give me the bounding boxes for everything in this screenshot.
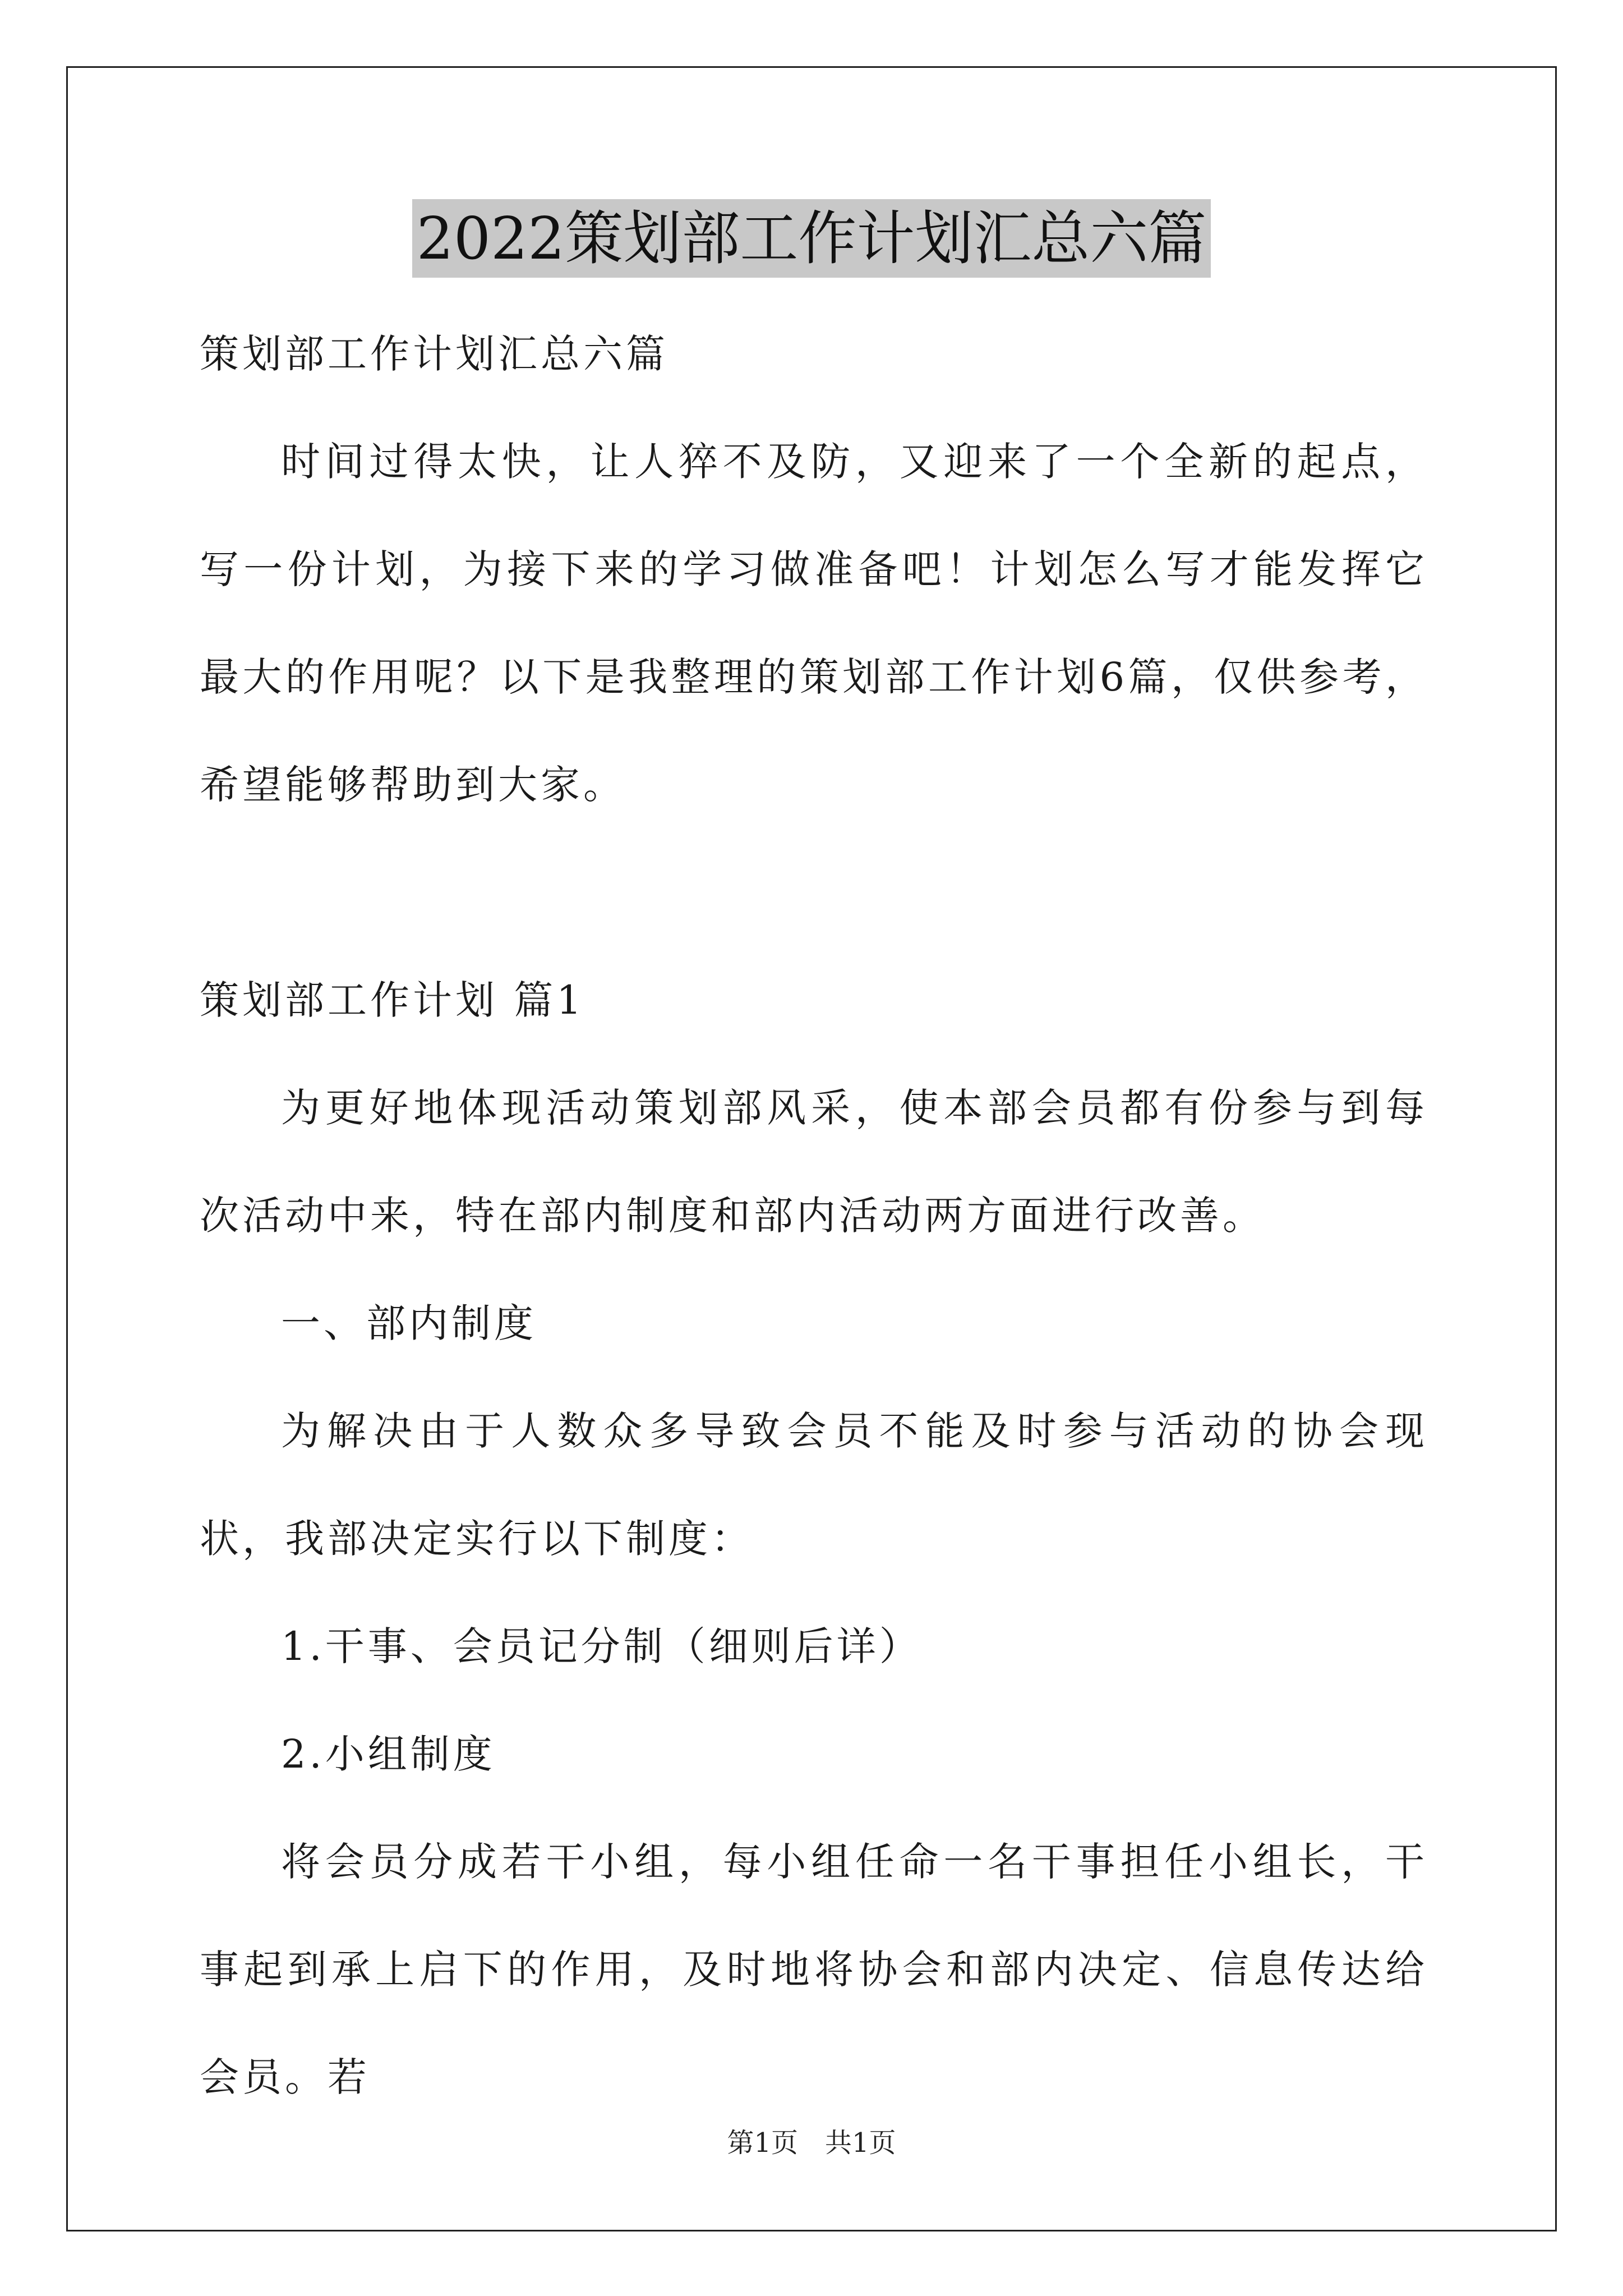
document-body xyxy=(200,300,1428,2131)
intro-paragraph: 时间过得太快，让人猝不及防，又迎来了一个全新的起点，写一份计划，为接下来的学习做准备吧！计划怎么写才能发挥它最大的作用呢？以下是我整理的策划部工作计划6篇，仅供参考，希望能够帮助到大家。 xyxy=(200,439,1428,808)
subtitle-paragraph: 策划部工作计划汇总六篇 xyxy=(200,331,668,377)
page-number-total: 共1页 xyxy=(825,2127,896,2159)
title-container xyxy=(0,199,1623,278)
list-item: 2.小组制度 xyxy=(281,1731,496,1777)
list-item: 1.干事、会员记分制（细则后详） xyxy=(281,1623,922,1669)
document-title: 2022策划部工作计划汇总六篇 xyxy=(412,199,1211,278)
section-heading: 策划部工作计划 篇1 xyxy=(200,977,585,1023)
body-paragraph: 为更好地体现活动策划部风采，使本部会员都有份参与到每次活动中来，特在部内制度和部内活动两方面进行改善。 xyxy=(200,1085,1428,1239)
page-footer xyxy=(0,2126,1623,2160)
page-number-current: 第1页 xyxy=(727,2127,798,2159)
body-paragraph: 将会员分成若干小组，每小组任命一名干事担任小组长，干事起到承上启下的作用，及时地将协会和部内决定、信息传达给会员。若 xyxy=(200,1839,1428,2100)
subsection-heading: 一、部内制度 xyxy=(281,1300,537,1346)
body-paragraph: 为解决由于人数众多导致会员不能及时参与活动的协会现状，我部决定实行以下制度： xyxy=(200,1408,1428,1562)
